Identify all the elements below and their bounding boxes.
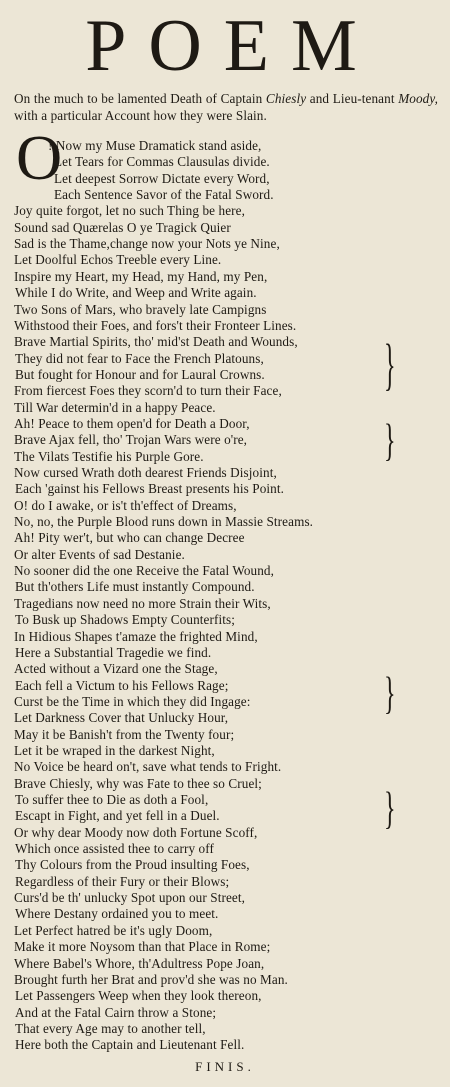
poem-line: Brave Ajax fell, tho' Trojan Wars were o're, — [14, 432, 248, 448]
poem-line: No Voice be heard on't, save what tends to Fright. — [14, 759, 282, 775]
poem-line: To Busk up Shadows Empty Counterfits; — [15, 612, 236, 628]
poem-line: No, no, the Purple Blood runs down in Massie Streams. — [14, 514, 314, 530]
poem-line: They did not fear to Face the French Platouns, — [15, 350, 264, 366]
poem-line: Brought furth her Brat and prov'd she was no Man. — [14, 971, 288, 987]
poem-line: Thy Colours from the Proud insulting Foes, — [15, 857, 250, 873]
poem-line: May it be Banish't from the Twenty four; — [14, 726, 235, 742]
poem-line: Sad is the Thame,change now your Nots ye Nine, — [14, 236, 280, 252]
poem-line: Where Babel's Whore, th'Adultress Pope Joan, — [14, 955, 265, 971]
brace-mark: } — [384, 335, 396, 398]
poem-line: O! do I awake, or is't th'effect of Dreams, — [14, 497, 237, 513]
poem-line: Make it more Noysom than that Place in Rome; — [14, 939, 271, 955]
poem-line: While I do Write, and Weep and Write again. — [15, 285, 257, 301]
poem-line: Two Sons of Mars, who bravely late Campigns — [14, 301, 267, 317]
poem-line: Or why dear Moody now doth Fortune Scoff, — [14, 824, 258, 840]
poem-line: Let Perfect hatred be it's ugly Doom, — [14, 922, 213, 938]
poem-line: Curs'd be th' unlucky Spot upon our Street, — [14, 890, 246, 906]
poem-line: And at the Fatal Cairn throw a Stone; — [15, 1004, 217, 1020]
poem-line: But fought for Honour and for Laural Crowns. — [15, 366, 265, 382]
poem-line: Let it be wraped in the darkest Night, — [14, 742, 215, 758]
poem-line: Brave Chiesly, why was Fate to thee so Cruel; — [14, 775, 262, 791]
poem-line: Each 'gainst his Fellows Breast presents his Point. — [15, 481, 285, 497]
page-title: POEM — [85, 5, 379, 87]
poem-line: To suffer thee to Die as doth a Fool, — [15, 792, 209, 807]
brace-mark: } — [384, 670, 396, 720]
poem-line: In Hidious Shapes t'amaze the frighted Mind, — [14, 628, 258, 644]
subtitle-part-2: and Lieu-tenant — [306, 91, 399, 106]
poem-line: Let Doolful Echos Treeble every Line. — [14, 252, 222, 268]
poem-line: Let Tears for Commas Clausulas divide. — [54, 154, 270, 170]
poem-line: Which once assisted thee to carry off — [15, 841, 214, 857]
poem-line: Till War determin'd in a happy Peace. — [14, 399, 216, 415]
poem-line: Regardless of their Fury or their Blows; — [15, 873, 230, 889]
poem-line: Ah! Peace to them open'd for Death a Door, — [14, 415, 250, 431]
poem-line: Let Darkness Cover that Unlucky Hour, — [14, 710, 229, 726]
poem-line: Joy quite forgot, let no such Thing be here, — [14, 203, 245, 219]
poem-line: Or alter Events of sad Destanie. — [14, 546, 185, 562]
poem-line: No sooner did the one Receive the Fatal Wound, — [14, 563, 275, 579]
poem-line: Here a Substantial Tragedie we find. — [15, 644, 212, 660]
poem-line: Tragedians now need no more Strain their Wits, — [14, 595, 271, 611]
poem-line: Sound sad Quærelas O ye Tragick Quier — [14, 219, 231, 235]
subtitle-lieutenant-name: Moody, — [398, 91, 438, 106]
poem-line: Let Passengers Weep when they look thereon, — [15, 988, 262, 1004]
poem-line: But th'others Life must instantly Compound. — [15, 579, 255, 595]
drop-cap: O — [16, 122, 63, 193]
poem-line: Each fell a Victum to his Fellows Rage; — [15, 677, 229, 693]
poem-line: Curst be the Time in which they did Ingage: — [14, 693, 251, 709]
poem-line: Inspire my Heart, my Head, my Hand, my Pen, — [14, 268, 268, 284]
poem-line: Now cursed Wrath doth dearest Friends Disjoint, — [14, 465, 277, 480]
subtitle — [14, 90, 438, 124]
poem-line: The Vilats Testifie his Purple Gore. — [14, 448, 204, 464]
poem-line: Brave Martial Spirits, tho' mid'st Death and Wounds, — [14, 334, 298, 350]
poem-line: That every Age may to another tell, — [15, 1020, 206, 1036]
subtitle-captain-name: Chiesly — [265, 91, 307, 106]
poem-line: Each Sentence Savor of the Fatal Sword. — [54, 187, 274, 203]
brace-mark: } — [384, 417, 396, 467]
poem-line: Where Destany ordained you to meet. — [15, 906, 219, 922]
poem-line: Withstood their Foes, and fors't their Fronteer Lines. — [14, 317, 297, 333]
poem-line: Acted without a Vizard one the Stage, — [14, 661, 218, 677]
poem-line: From fiercest Foes they scorn'd to turn their Face, — [14, 383, 282, 399]
poem-line: Here both the Captain and Lieutenant Fell. — [15, 1037, 245, 1053]
finis-label: FINIS. — [195, 1059, 255, 1074]
subtitle-part-3: with a particular Account how they were Slain. — [14, 108, 267, 123]
poem-line: ! Now my Muse Dramatick stand aside, — [48, 138, 262, 153]
brace-mark: } — [384, 785, 396, 835]
poem-line: Ah! Pity wer't, but who can change Decree — [14, 530, 245, 546]
poem-line: Escapt in Fight, and yet fell in a Duel. — [15, 808, 220, 824]
subtitle-part-1: On the much to be lamented Death of Captain — [14, 91, 266, 106]
poem-line: Let deepest Sorrow Dictate every Word, — [54, 170, 270, 186]
